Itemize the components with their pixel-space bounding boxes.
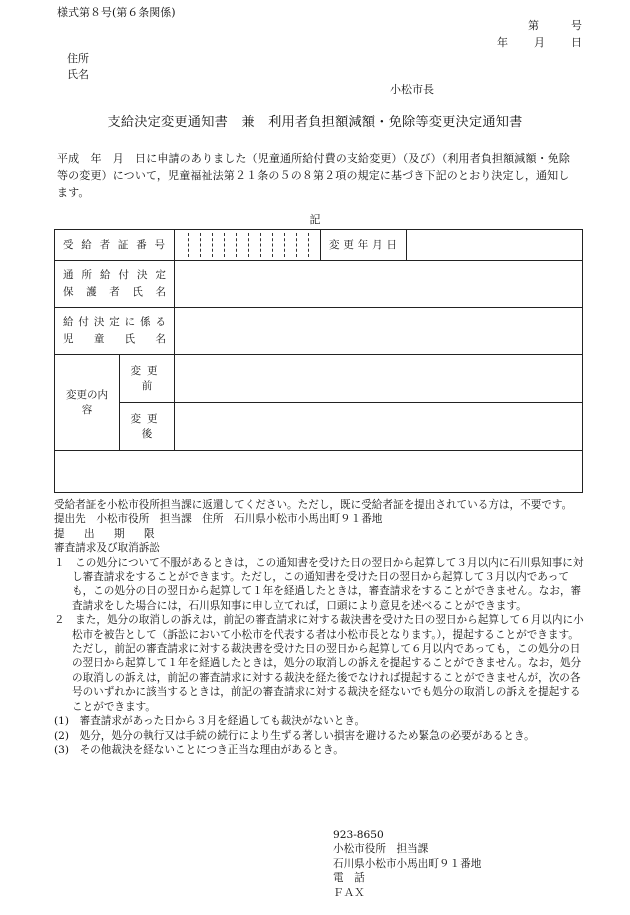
- phone-label: 電 話: [333, 872, 365, 885]
- month-label: 月: [534, 36, 545, 49]
- guardian-name-value: [175, 261, 583, 308]
- exception-item-3: (3) その他裁決を経ないことにつき正当な理由があるとき。: [54, 743, 344, 756]
- guardian-label-line2: 保護者氏名: [63, 286, 166, 298]
- change-content-label: [55, 355, 120, 451]
- cert-number-label: 受給者証番号: [55, 230, 175, 261]
- notice-body: 平成 年 月 日に申請のありました（児童通所給付費の支給変更）（及び）（利用者負担額減額・免除等の変更）について，児童福祉法第２１条の５の８第２項の規定に基づき下記のとおり決定し，通知します。: [57, 152, 571, 199]
- change-content-line1: 変更の内: [66, 388, 108, 401]
- guardian-name-label: [55, 261, 175, 308]
- deadline-char-3: 期: [114, 527, 125, 540]
- child-name-value: [175, 308, 583, 355]
- document-date-line: [497, 35, 582, 50]
- address-label: 住所: [67, 52, 89, 65]
- document-number-line: [528, 18, 582, 33]
- change-content-line2: 容: [81, 403, 93, 416]
- after-line1: 変更: [130, 412, 164, 425]
- deadline-char-4: 限: [144, 527, 155, 540]
- return-certificate-note: 受給者証を小松市役所担当課に返還してください。ただし，既に受給者証を提出されている方は，不要です。: [54, 499, 573, 511]
- year-label: 年: [497, 36, 508, 49]
- submission-deadline: [54, 527, 584, 541]
- guardian-label-line1: 通所給付決定: [63, 269, 166, 281]
- change-date-value: [407, 230, 583, 261]
- before-line1: 変更: [130, 364, 164, 377]
- decision-table: [54, 229, 583, 493]
- after-change-value: [175, 403, 583, 451]
- deadline-char-2: 出: [84, 527, 95, 540]
- before-change-value: [175, 355, 583, 403]
- office-name: 小松市役所 担当課: [333, 843, 429, 856]
- postal-code: 923-8650: [333, 829, 384, 841]
- before-line2: 前: [141, 379, 153, 392]
- child-name-label: [55, 308, 175, 355]
- after-line2: 後: [141, 427, 153, 440]
- appeal-heading: 審査請求及び取消訴訟: [54, 542, 160, 555]
- office-address: 石川県小松市小馬出町９１番地: [333, 857, 482, 870]
- appeal-paragraph-2: ２ また，処分の取消しの訴えは，前記の審査請求に対する裁決書を受けた日の翌日から起算して６月以内に小松市を被告として（訴訟において小松市を代表する者は小松市長となります。），提起することができます。ただし，前記の審査請求に対する裁決書を受けた日の翌日から起算して６月以内であっても，この処分の日の翌日から起算して１年を経過したときは，処分の取消しの訴えを提起することができません。なお，処分の取消しの訴えは，前記の審査請求に対する裁決を経た後でなければ提起することができませんが，次の各号のいずれかに該当するときは，前記の審査請求に対する裁決を経ないでも処分の取消しの訴えを提起することができます。: [54, 614, 584, 713]
- change-date-label: 変更年月日: [321, 230, 407, 261]
- day-label: 日: [571, 36, 582, 49]
- child-label-line2: 児童氏名: [63, 333, 166, 345]
- cert-number-box: [175, 230, 321, 261]
- after-change-label: [120, 403, 175, 451]
- remarks-area: [55, 451, 583, 493]
- before-change-label: [120, 355, 175, 403]
- fax-label: ＦＡＸ: [333, 886, 365, 899]
- appeal-paragraph-1: １ この処分について不服があるときは，この通知書を受けた日の翌日から起算して３月以内に石川県知事に対し審査請求をすることができます。ただし，この通知書を受けた日の翌日から起算して３月以内であっても，この処分の日の翌日から起算して１年を経過したときは，審査請求をすることができません。なお，審査請求をした場合には，石川県知事に申し立てれば，口頭により意見を述べることができます。: [54, 556, 584, 612]
- name-label: 氏名: [67, 68, 89, 81]
- exception-item-2: (2) 処分，処分の執行又は手続の続行により生ずる著しい損害を避けるため緊急の必要があるとき。: [54, 729, 535, 742]
- no-label-prefix: 第: [528, 19, 539, 32]
- deadline-char-1: 提: [54, 527, 65, 540]
- ki-heading: 記: [309, 213, 321, 226]
- document-title: 支給決定変更通知書 兼 利用者負担額減額・免除等変更決定通知書: [107, 115, 523, 130]
- contact-block: [333, 828, 481, 900]
- no-label-suffix: 号: [571, 19, 582, 32]
- form-number: 様式第８号(第６条関係): [57, 6, 176, 19]
- notes-section: [54, 498, 584, 757]
- submission-address: 提出先 小松市役所 担当課 住所 石川県小松市小馬出町９１番地: [54, 513, 383, 526]
- exception-item-1: (1) 審査請求があった日から３月を経過しても裁決がないとき。: [54, 715, 366, 728]
- issuer-name: 小松市長: [390, 83, 434, 96]
- child-label-line1: 給付決定に係る: [63, 316, 166, 328]
